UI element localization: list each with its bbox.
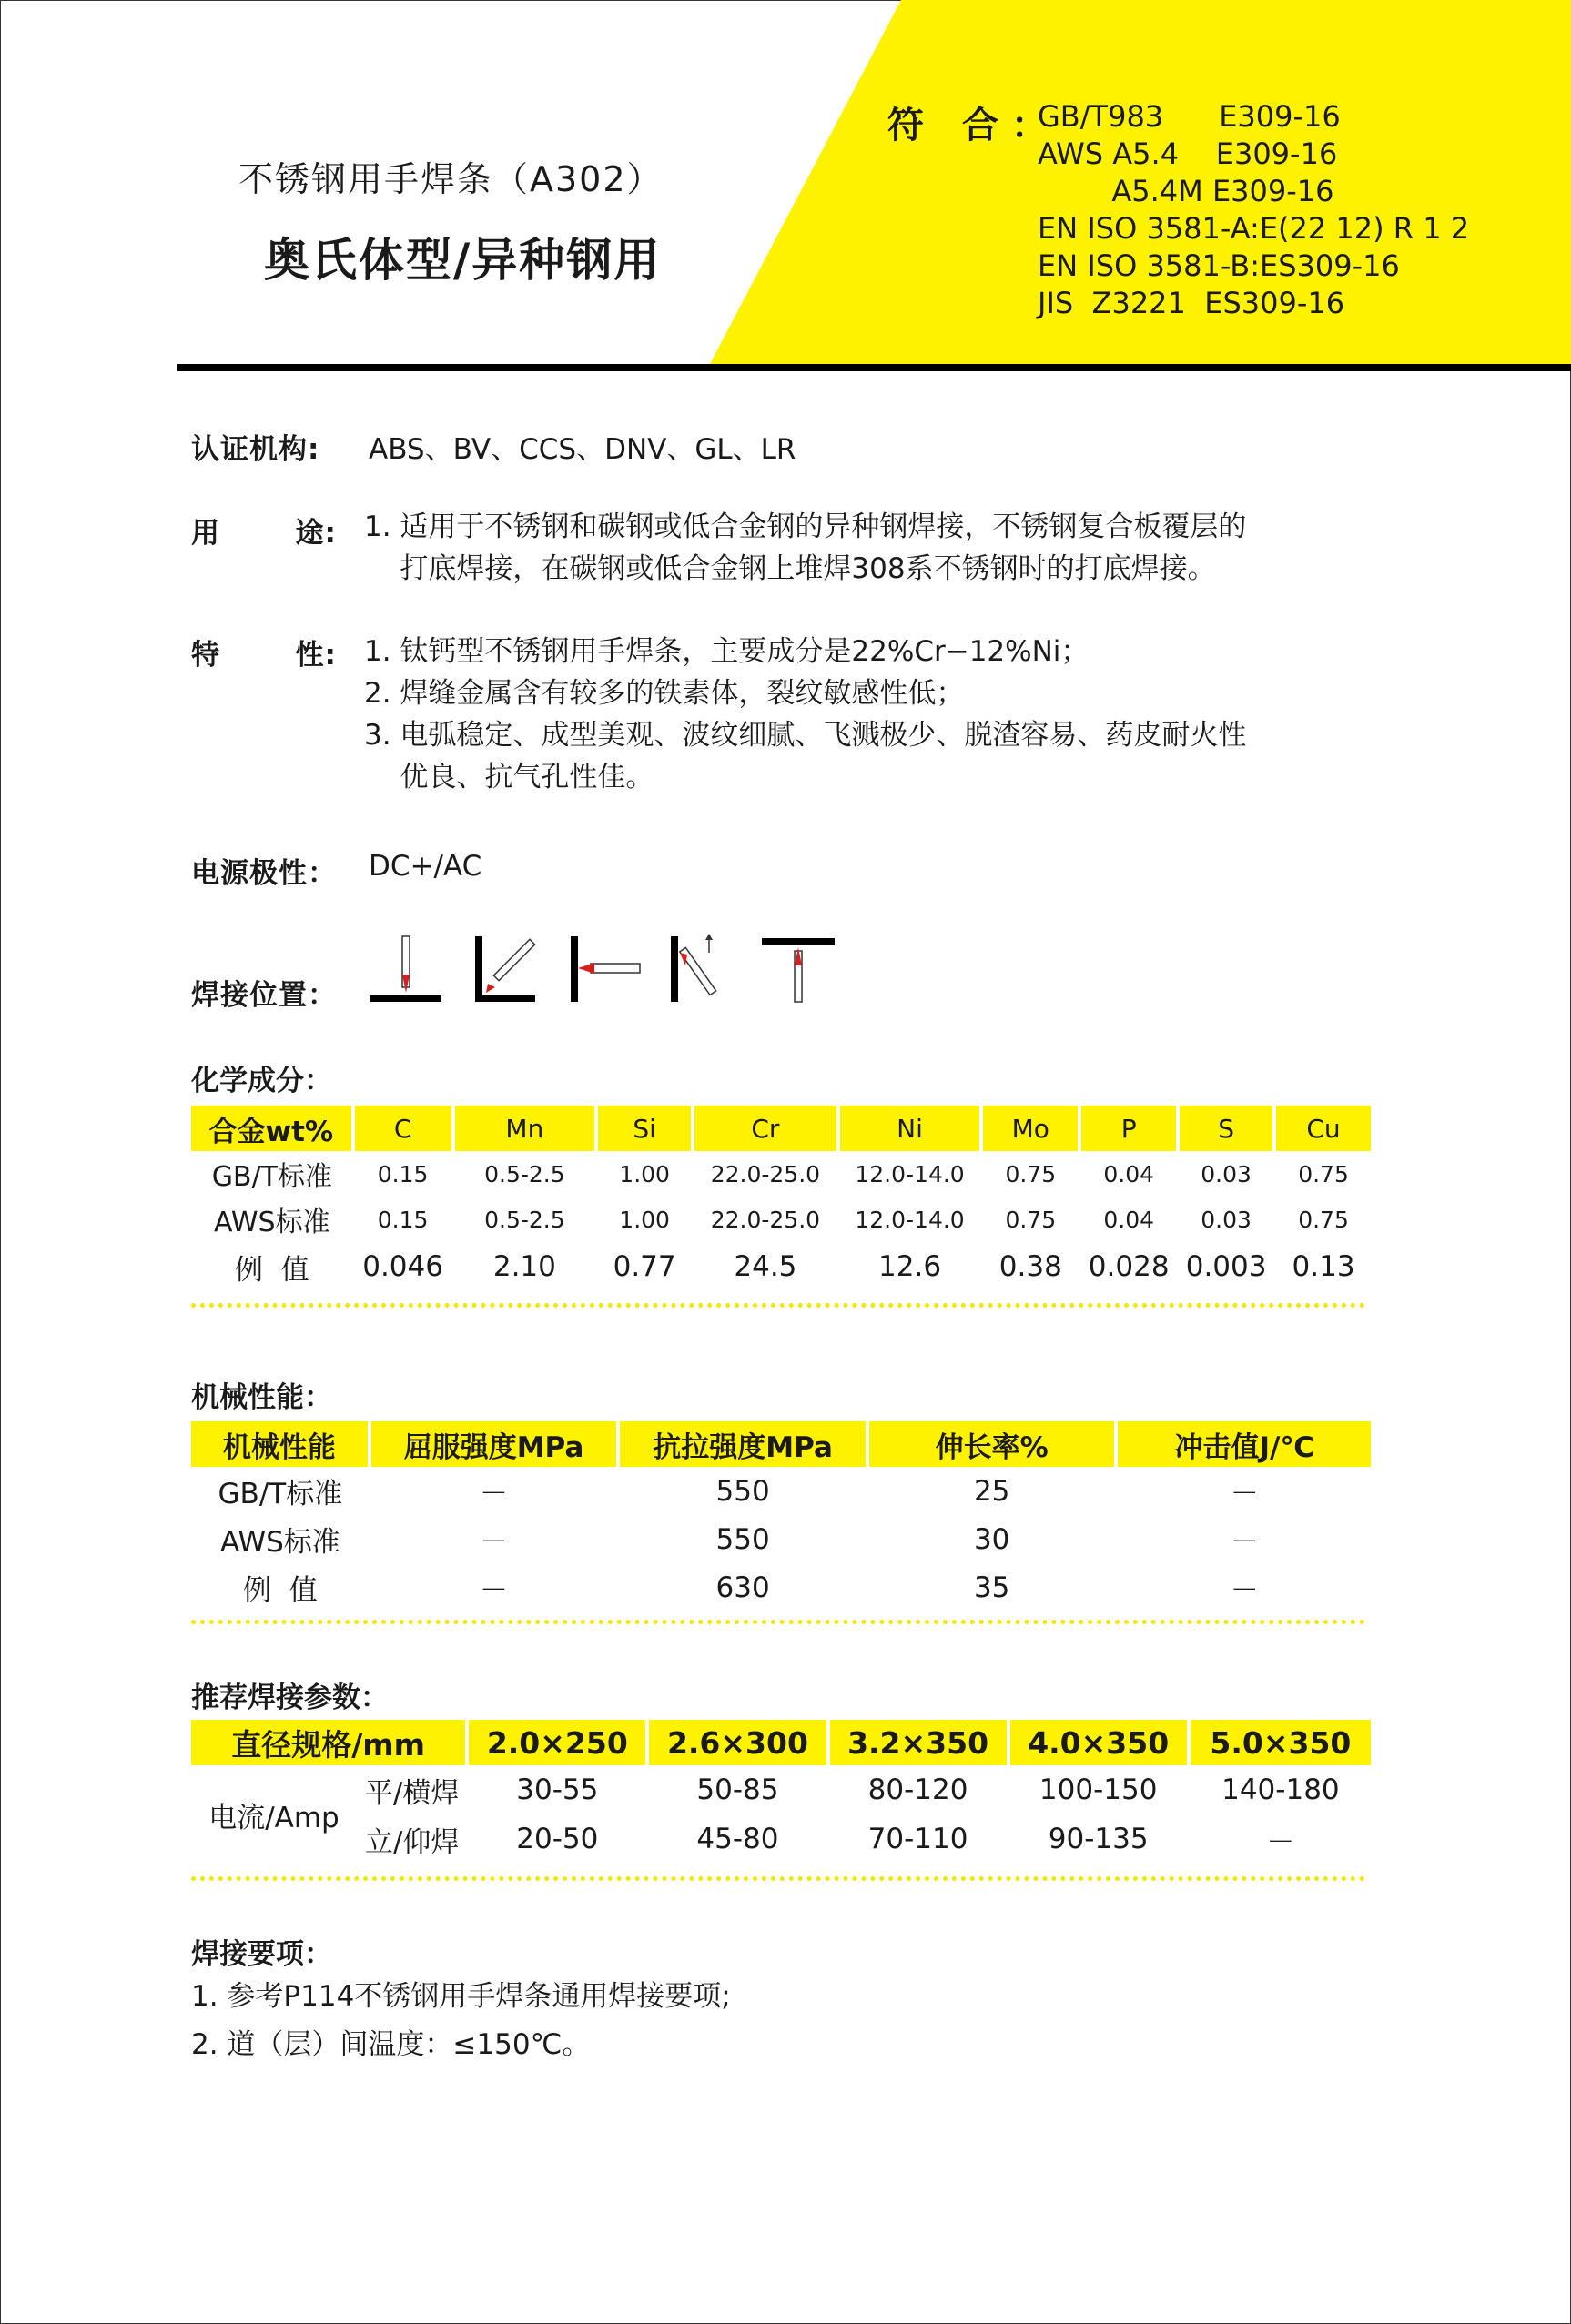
standard-item: A5.4M E309-16 bbox=[1038, 174, 1334, 208]
chemistry-title: 化学成分： bbox=[191, 1065, 332, 1097]
table-cell: 22.0-25.0 bbox=[710, 1160, 821, 1187]
note-item: 1. 参考P114不锈钢用手焊条通用焊接要项; bbox=[191, 1980, 731, 2013]
table-header: Cu bbox=[1274, 1106, 1373, 1151]
product-title: 不锈钢用手焊条（A302） bbox=[238, 159, 664, 199]
feature-line: 3. 电弧稳定、成型美观、波纹细腻、飞溅极少、脱渣容易、药皮耐火性 bbox=[364, 719, 1247, 752]
feature-line: 优良、抗气孔性佳。 bbox=[364, 761, 654, 793]
table-cell: 80-120 bbox=[867, 1773, 968, 1806]
table-cell: 0.75 bbox=[1005, 1160, 1057, 1187]
params-title: 推荐焊接参数： bbox=[191, 1682, 389, 1714]
product-subtitle: 奥氏体型/异种钢用 bbox=[264, 234, 662, 287]
table-header: Mn bbox=[453, 1106, 597, 1151]
welding-positions bbox=[369, 933, 842, 1005]
table-header: 抗拉强度MPa bbox=[618, 1421, 867, 1467]
table-cell: 1.00 bbox=[619, 1206, 670, 1233]
table-header: 2.0×250 bbox=[467, 1720, 647, 1765]
table-cell: 12.6 bbox=[878, 1250, 942, 1283]
usage-line: 1. 适用于不锈钢和碳钢或低合金钢的异种钢焊接，不锈钢复合板覆层的 bbox=[364, 510, 1247, 543]
certification-value: ABS、BV、CCS、DNV、GL、LR bbox=[369, 433, 796, 466]
mechanical-header-row bbox=[191, 1421, 1373, 1467]
table-cell: 0.03 bbox=[1201, 1206, 1252, 1233]
table-cell: 140-180 bbox=[1221, 1773, 1340, 1806]
table-cell: 30 bbox=[973, 1522, 1010, 1556]
table-header: 屈服强度MPa bbox=[370, 1421, 619, 1467]
table-header: Cr bbox=[693, 1106, 838, 1151]
feature-line: 1. 钛钙型不锈钢用手焊条，主要成分是22%Cr−12%Ni； bbox=[364, 635, 1090, 668]
table-cell: 100-150 bbox=[1039, 1773, 1158, 1806]
table-header: Si bbox=[596, 1106, 693, 1151]
table-cell: 12.0-14.0 bbox=[855, 1206, 965, 1233]
table-header: 机械性能 bbox=[191, 1421, 370, 1467]
table-cell: 24.5 bbox=[734, 1250, 797, 1283]
table-cell: 30-55 bbox=[516, 1773, 599, 1806]
polarity-value: DC+/AC bbox=[369, 850, 482, 883]
mechanical-title: 机械性能： bbox=[191, 1381, 332, 1414]
table-cell: GB/T标准 bbox=[211, 1161, 332, 1193]
table-cell: 35 bbox=[973, 1571, 1010, 1604]
positions-label: 焊接位置： bbox=[191, 979, 337, 1012]
table-cell: － bbox=[480, 1574, 509, 1607]
table-cell: 25 bbox=[973, 1474, 1010, 1508]
usage-label: 用 途: bbox=[191, 517, 337, 550]
polarity-label: 电源极性： bbox=[191, 857, 337, 890]
position-label: 平/横焊 bbox=[364, 1776, 460, 1810]
table-cell: 0.15 bbox=[377, 1160, 429, 1187]
chemistry-header-row bbox=[191, 1106, 1373, 1151]
table-header: 合金wt% bbox=[191, 1106, 353, 1151]
standard-item: GB/T983 E309-16 bbox=[1038, 99, 1341, 134]
table-header: Ni bbox=[838, 1106, 982, 1151]
table-cell: 0.75 bbox=[1005, 1206, 1057, 1233]
table-cell: 0.15 bbox=[377, 1206, 429, 1233]
table-cell: 550 bbox=[715, 1522, 770, 1556]
section-divider bbox=[191, 1876, 1365, 1881]
table-cell: GB/T标准 bbox=[218, 1478, 343, 1511]
mechanical-table bbox=[191, 1421, 1374, 1612]
table-row bbox=[191, 1563, 1373, 1612]
table-header: 3.2×350 bbox=[828, 1720, 1008, 1765]
table-cell: － bbox=[1230, 1574, 1259, 1607]
table-cell: 0.04 bbox=[1103, 1206, 1155, 1233]
current-label: 电流/Amp bbox=[208, 1801, 340, 1834]
table-cell: 0.75 bbox=[1298, 1206, 1349, 1233]
header-rule bbox=[177, 364, 1571, 371]
table-cell: 550 bbox=[715, 1474, 770, 1508]
horizontal-fillet-icon bbox=[473, 933, 539, 1005]
table-header: 直径规格/mm bbox=[191, 1720, 467, 1765]
table-cell: AWS标准 bbox=[214, 1207, 330, 1238]
table-header: 冲击值J/℃ bbox=[1116, 1421, 1373, 1467]
table-cell: 12.0-14.0 bbox=[855, 1160, 965, 1187]
table-row bbox=[191, 1197, 1373, 1242]
table-cell: 20-50 bbox=[516, 1823, 599, 1855]
table-header: 4.0×350 bbox=[1008, 1720, 1189, 1765]
note-item: 2. 道（层）间温度：≤150℃。 bbox=[191, 2028, 591, 2061]
notes-title: 焊接要项： bbox=[191, 1938, 332, 1971]
table-cell: 0.028 bbox=[1088, 1250, 1170, 1283]
table-header: 2.6×300 bbox=[647, 1720, 827, 1765]
position-label: 立/仰焊 bbox=[364, 1825, 460, 1859]
overhead-position-icon bbox=[760, 933, 836, 1005]
table-cell: 0.5-2.5 bbox=[484, 1206, 565, 1233]
usage-line: 打底焊接，在碳钢或低合金钢上堆焊308系不锈钢时的打底焊接。 bbox=[364, 552, 1216, 585]
table-cell: 0.13 bbox=[1292, 1250, 1355, 1283]
table-cell: 0.5-2.5 bbox=[484, 1160, 565, 1187]
table-cell: 630 bbox=[715, 1571, 770, 1604]
table-cell: － bbox=[480, 1478, 509, 1511]
table-cell: 例 值 bbox=[234, 1253, 309, 1287]
table-cell: 0.046 bbox=[362, 1250, 443, 1283]
table-cell: 50-85 bbox=[696, 1773, 779, 1806]
certification-label: 认证机构: bbox=[191, 433, 320, 466]
table-row bbox=[191, 1242, 1373, 1291]
table-cell: － bbox=[1230, 1478, 1259, 1511]
section-divider bbox=[191, 1303, 1365, 1308]
conform-label: 符 合： bbox=[887, 105, 1060, 147]
table-cell: 2.10 bbox=[492, 1250, 556, 1283]
table-row bbox=[191, 1515, 1373, 1563]
table-header: 5.0×350 bbox=[1189, 1720, 1373, 1765]
chemistry-table bbox=[191, 1106, 1374, 1291]
table-header: Mo bbox=[981, 1106, 1079, 1151]
table-cell: － bbox=[1230, 1526, 1259, 1559]
flat-position-icon bbox=[369, 933, 443, 1005]
params-header-row bbox=[191, 1720, 1373, 1765]
standard-item: JIS Z3221 ES309-16 bbox=[1038, 286, 1345, 320]
table-header: S bbox=[1178, 1106, 1274, 1151]
table-cell: 45-80 bbox=[696, 1823, 779, 1855]
table-cell: 0.04 bbox=[1103, 1160, 1155, 1187]
standards-list bbox=[1038, 98, 1469, 322]
standard-item: EN ISO 3581-B:ES309-16 bbox=[1038, 248, 1400, 283]
table-cell: 22.0-25.0 bbox=[710, 1206, 821, 1233]
table-cell: 0.75 bbox=[1298, 1160, 1349, 1187]
table-row bbox=[191, 1151, 1373, 1197]
standard-item: EN ISO 3581-A:E(22 12) R 1 2 bbox=[1038, 211, 1470, 246]
table-header: P bbox=[1079, 1106, 1178, 1151]
table-cell: 例 值 bbox=[243, 1574, 318, 1607]
features-list bbox=[364, 631, 1246, 798]
table-cell: 0.003 bbox=[1185, 1250, 1267, 1283]
table-row bbox=[191, 1765, 1373, 1814]
table-cell: 0.03 bbox=[1201, 1160, 1252, 1187]
features-label: 特 性: bbox=[191, 639, 337, 672]
table-cell: － bbox=[1266, 1825, 1295, 1859]
table-cell: 0.38 bbox=[998, 1250, 1062, 1283]
table-row bbox=[191, 1467, 1373, 1515]
section-divider bbox=[191, 1620, 1365, 1624]
usage-list bbox=[364, 506, 1246, 590]
table-cell: AWS标准 bbox=[219, 1526, 340, 1559]
vertical-up-icon bbox=[669, 933, 733, 1005]
table-header: C bbox=[353, 1106, 453, 1151]
table-row bbox=[191, 1814, 1373, 1864]
standard-item: AWS A5.4 E309-16 bbox=[1038, 136, 1338, 171]
feature-line: 2. 焊缝金属含有较多的铁素体，裂纹敏感性低； bbox=[364, 677, 965, 710]
table-cell: 0.77 bbox=[613, 1250, 676, 1283]
table-cell: 70-110 bbox=[867, 1823, 968, 1855]
table-cell: － bbox=[480, 1526, 509, 1559]
horizontal-position-icon bbox=[569, 933, 642, 1005]
params-table bbox=[191, 1720, 1374, 1864]
notes-list bbox=[191, 1973, 731, 2069]
table-cell: 90-135 bbox=[1048, 1823, 1149, 1855]
table-header: 伸长率% bbox=[867, 1421, 1117, 1467]
table-cell: 1.00 bbox=[619, 1160, 670, 1187]
